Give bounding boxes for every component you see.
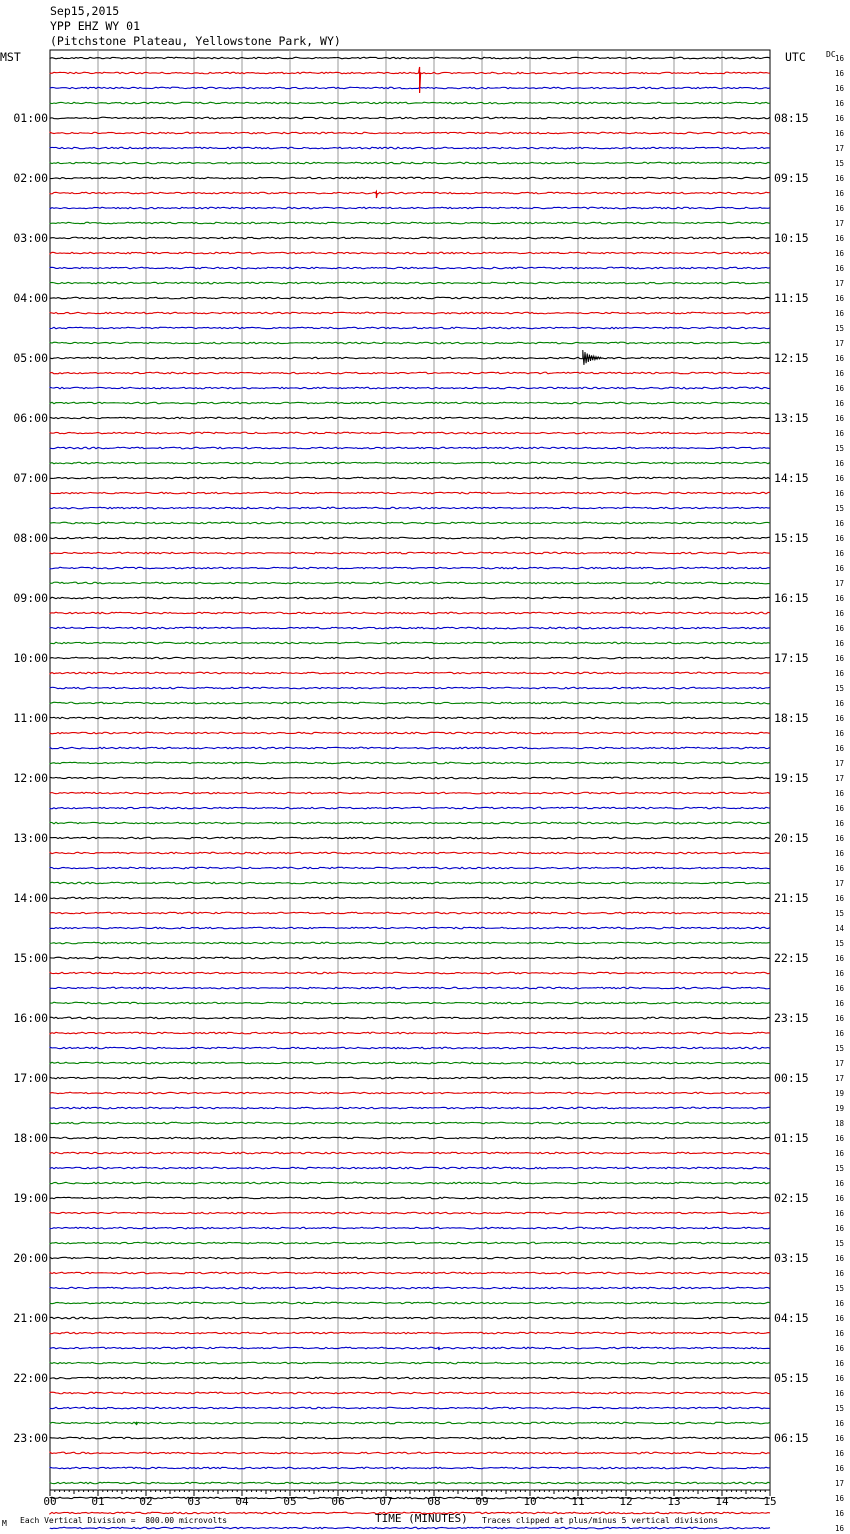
x-tick-label: 04 <box>235 1495 249 1508</box>
trace-row <box>50 1122 770 1124</box>
trace-row <box>50 1527 770 1529</box>
dc-offset-value: 16 <box>835 354 845 363</box>
trace-row <box>50 342 770 344</box>
dc-offset-value: 16 <box>835 1509 845 1518</box>
dc-offset-value: 16 <box>835 429 845 438</box>
dc-offset-value: 16 <box>835 609 845 618</box>
dc-offset-value: 16 <box>835 864 845 873</box>
trace-row <box>50 627 770 629</box>
trace-row <box>50 447 770 449</box>
hour-label-utc: 14:15 <box>774 471 809 485</box>
dc-offset-value: 16 <box>835 534 845 543</box>
trace-row <box>50 867 770 869</box>
hour-label-utc: 08:15 <box>774 111 809 125</box>
dc-offset-value: 17 <box>835 1479 845 1488</box>
dc-offset-value: 15 <box>835 684 845 693</box>
trace-row <box>50 1452 770 1454</box>
hour-label-mst: 18:00 <box>13 1131 48 1145</box>
trace-row <box>50 1227 770 1229</box>
dc-offset-value: 16 <box>835 294 845 303</box>
dc-offset-value: 16 <box>835 369 845 378</box>
trace-row <box>50 432 770 434</box>
trace-row <box>50 1197 770 1199</box>
dc-offset-value: 16 <box>835 1224 845 1233</box>
trace-row <box>50 1017 770 1019</box>
trace-row <box>50 777 770 779</box>
dc-offset-value: 16 <box>835 1254 845 1263</box>
trace-row <box>50 1407 770 1409</box>
trace-row <box>50 1272 770 1274</box>
dc-offset-value: 16 <box>835 99 845 108</box>
trace-row <box>50 1137 770 1139</box>
vertical-scale-note: Each Vertical Division = 800.00 microvolts <box>20 1516 228 1525</box>
trace-row <box>50 132 770 134</box>
trace-row <box>50 492 770 494</box>
dc-offset-value: 16 <box>835 834 845 843</box>
trace-row <box>50 357 770 359</box>
trace-row <box>50 567 770 569</box>
dc-offset-value: 19 <box>835 1089 845 1098</box>
x-tick-label: 14 <box>715 1495 729 1508</box>
trace-row <box>50 1167 770 1169</box>
trace-row <box>50 72 770 74</box>
dc-offset-value: 15 <box>835 324 845 333</box>
x-tick-label: 09 <box>475 1495 489 1508</box>
trace-row <box>50 1032 770 1034</box>
dc-offset-value: 16 <box>835 309 845 318</box>
dc-offset-value: 16 <box>835 1359 845 1368</box>
hour-label-mst: 13:00 <box>13 831 48 845</box>
dc-offset-value: 16 <box>835 1344 845 1353</box>
trace-row <box>50 1287 770 1289</box>
trace-row <box>50 582 770 584</box>
trace-row <box>50 282 770 284</box>
dc-offset-value: 16 <box>835 1209 845 1218</box>
dc-offset-value: 16 <box>835 969 845 978</box>
hour-label-mst: 17:00 <box>13 1071 48 1085</box>
trace-row <box>50 987 770 989</box>
station-code: YPP EHZ WY 01 <box>50 19 141 33</box>
dc-offset-value: 15 <box>835 1239 845 1248</box>
dc-offset-value: 16 <box>835 1299 845 1308</box>
dc-offset-value: 16 <box>835 789 845 798</box>
hour-label-utc: 17:15 <box>774 651 809 665</box>
trace-row <box>50 1377 770 1379</box>
trace-row <box>50 117 770 119</box>
trace-row <box>50 912 770 914</box>
dc-offset-value: 16 <box>835 414 845 423</box>
trace-row <box>50 1047 770 1049</box>
dc-offset-value: 18 <box>835 1119 845 1128</box>
x-tick-label: 05 <box>283 1495 297 1508</box>
trace-row <box>50 1467 770 1469</box>
trace-row <box>50 597 770 599</box>
trace-row <box>50 972 770 974</box>
dc-offset-value: 16 <box>835 849 845 858</box>
trace-row <box>50 1332 770 1334</box>
dc-offset-value: 16 <box>835 594 845 603</box>
hour-label-utc: 11:15 <box>774 291 809 305</box>
trace-row <box>50 237 770 239</box>
dc-offset-header: DC <box>826 50 836 59</box>
dc-offset-value: 16 <box>835 549 845 558</box>
hour-label-utc: 04:15 <box>774 1311 809 1325</box>
hour-label-mst: 22:00 <box>13 1371 48 1385</box>
dc-offset-value: 16 <box>835 1329 845 1338</box>
dc-offset-value: 16 <box>835 1149 845 1158</box>
dc-offset-value: 16 <box>835 84 845 93</box>
trace-row <box>50 297 770 299</box>
trace-row <box>50 642 770 644</box>
seismic-event-burst <box>583 350 602 365</box>
trace-row <box>50 177 770 179</box>
dc-offset-value: 16 <box>835 489 845 498</box>
hour-label-mst: 01:00 <box>13 111 48 125</box>
dc-offset-value: 16 <box>835 804 845 813</box>
hour-label-utc: 20:15 <box>774 831 809 845</box>
dc-offset-value: 16 <box>835 1464 845 1473</box>
trace-row <box>50 252 770 254</box>
hour-label-utc: 18:15 <box>774 711 809 725</box>
hour-label-utc: 03:15 <box>774 1251 809 1265</box>
dc-offset-value: 16 <box>835 459 845 468</box>
x-axis-label: TIME (MINUTES) <box>375 1512 468 1525</box>
trace-row <box>50 657 770 659</box>
dc-offset-value: 16 <box>835 699 845 708</box>
x-tick-label: 03 <box>187 1495 201 1508</box>
trace-row <box>50 1482 770 1484</box>
trace-row <box>50 402 770 404</box>
dc-offset-value: 16 <box>835 654 845 663</box>
clip-note: Traces clipped at plus/minus 5 vertical divisions <box>482 1516 719 1525</box>
hour-label-mst: 12:00 <box>13 771 48 785</box>
dc-offset-value: 16 <box>835 1449 845 1458</box>
hour-label-utc: 13:15 <box>774 411 809 425</box>
dc-offset-value: 16 <box>835 1194 845 1203</box>
trace-row <box>50 807 770 809</box>
hour-label-mst: 21:00 <box>13 1311 48 1325</box>
trace-row <box>50 1092 770 1094</box>
dc-offset-value: 16 <box>835 264 845 273</box>
right-timezone-label: UTC <box>785 50 806 64</box>
dc-offset-value: 16 <box>835 1134 845 1143</box>
x-tick-label: 06 <box>331 1495 345 1508</box>
trace-row <box>50 1317 770 1319</box>
dc-offset-value: 15 <box>835 1044 845 1053</box>
dc-offset-value: 15 <box>835 1404 845 1413</box>
hour-label-mst: 16:00 <box>13 1011 48 1025</box>
trace-row <box>50 87 770 89</box>
dc-offset-value: 17 <box>835 774 845 783</box>
hour-label-mst: 02:00 <box>13 171 48 185</box>
hour-label-mst: 15:00 <box>13 951 48 965</box>
trace-row <box>50 687 770 689</box>
trace-row <box>50 327 770 329</box>
trace-row <box>50 717 770 719</box>
trace-row <box>50 462 770 464</box>
hour-label-mst: 11:00 <box>13 711 48 725</box>
dc-offset-value: 16 <box>835 1269 845 1278</box>
trace-row <box>50 537 770 539</box>
trace-row <box>50 1347 770 1349</box>
trace-row <box>50 612 770 614</box>
dc-offset-value: 17 <box>835 279 845 288</box>
x-tick-label: 12 <box>619 1495 633 1508</box>
hour-label-utc: 05:15 <box>774 1371 809 1385</box>
dc-offset-value: 16 <box>835 1494 845 1503</box>
left-timezone-label: MST <box>0 50 21 64</box>
dc-offset-value: 14 <box>835 924 845 933</box>
trace-row <box>50 1002 770 1004</box>
trace-row <box>50 312 770 314</box>
trace-row <box>50 852 770 854</box>
hour-label-utc: 09:15 <box>774 171 809 185</box>
trace-row <box>50 1182 770 1184</box>
trace-row <box>50 702 770 704</box>
seismic-event-spike <box>438 1347 440 1350</box>
dc-offset-value: 16 <box>835 174 845 183</box>
dc-offset-value: 16 <box>835 129 845 138</box>
trace-row <box>50 1242 770 1244</box>
dc-offset-value: 16 <box>835 984 845 993</box>
dc-offset-value: 16 <box>835 54 845 63</box>
trace-row <box>50 1257 770 1259</box>
trace-row <box>50 732 770 734</box>
hour-label-utc: 21:15 <box>774 891 809 905</box>
trace-row <box>50 552 770 554</box>
dc-offset-value: 15 <box>835 504 845 513</box>
hour-label-mst: 23:00 <box>13 1431 48 1445</box>
trace-row <box>50 162 770 164</box>
trace-row <box>50 897 770 899</box>
trace-row <box>50 672 770 674</box>
dc-offset-value: 16 <box>835 1419 845 1428</box>
dc-offset-value: 16 <box>835 744 845 753</box>
dc-offset-value: 17 <box>835 144 845 153</box>
x-tick-label: 10 <box>523 1495 537 1508</box>
dc-offset-value: 16 <box>835 624 845 633</box>
hour-label-utc: 16:15 <box>774 591 809 605</box>
hour-label-mst: 03:00 <box>13 231 48 245</box>
seismic-event-spike <box>419 67 421 93</box>
trace-row <box>50 1107 770 1109</box>
dc-offset-value: 17 <box>835 579 845 588</box>
hour-label-utc: 19:15 <box>774 771 809 785</box>
dc-offset-value: 16 <box>835 189 845 198</box>
hour-label-utc: 06:15 <box>774 1431 809 1445</box>
hour-label-mst: 09:00 <box>13 591 48 605</box>
trace-row <box>50 417 770 419</box>
dc-offset-value: 16 <box>835 1389 845 1398</box>
seismic-event-spike <box>375 192 377 199</box>
x-tick-label: 13 <box>667 1495 681 1508</box>
hour-label-mst: 08:00 <box>13 531 48 545</box>
dc-offset-value: 16 <box>835 114 845 123</box>
dc-offset-value: 16 <box>835 249 845 258</box>
trace-row <box>50 387 770 389</box>
trace-row <box>50 1422 770 1424</box>
trace-row <box>50 762 770 764</box>
dc-offset-value: 16 <box>835 819 845 828</box>
trace-row <box>50 222 770 224</box>
hour-label-utc: 02:15 <box>774 1191 809 1205</box>
dc-offset-value: 16 <box>835 1524 845 1533</box>
x-tick-label: 02 <box>139 1495 153 1508</box>
hour-label-mst: 19:00 <box>13 1191 48 1205</box>
trace-row <box>50 1497 770 1499</box>
trace-row <box>50 207 770 209</box>
dc-offset-value: 16 <box>835 669 845 678</box>
dc-offset-value: 17 <box>835 1074 845 1083</box>
hour-label-mst: 06:00 <box>13 411 48 425</box>
trace-row <box>50 1302 770 1304</box>
hour-label-utc: 10:15 <box>774 231 809 245</box>
dc-offset-value: 16 <box>835 204 845 213</box>
trace-row <box>50 192 770 194</box>
trace-row <box>50 147 770 149</box>
dc-offset-value: 16 <box>835 894 845 903</box>
dc-offset-value: 16 <box>835 1374 845 1383</box>
dc-offset-value: 15 <box>835 909 845 918</box>
trace-row <box>50 1062 770 1064</box>
x-tick-label: 11 <box>571 1495 585 1508</box>
trace-row <box>50 882 770 884</box>
hour-label-utc: 00:15 <box>774 1071 809 1085</box>
trace-row <box>50 1437 770 1439</box>
dc-offset-value: 16 <box>835 399 845 408</box>
trace-row <box>50 1152 770 1154</box>
trace-row <box>50 942 770 944</box>
dc-offset-value: 17 <box>835 1059 845 1068</box>
plot-date: Sep15,2015 <box>50 4 120 18</box>
dc-offset-value: 17 <box>835 879 845 888</box>
x-tick-label: 01 <box>91 1495 105 1508</box>
trace-row <box>50 372 770 374</box>
hour-label-utc: 23:15 <box>774 1011 809 1025</box>
hour-label-mst: 10:00 <box>13 651 48 665</box>
x-tick-label: 08 <box>427 1495 441 1508</box>
trace-row <box>50 1392 770 1394</box>
trace-row <box>50 1077 770 1079</box>
trace-row <box>50 822 770 824</box>
trace-row <box>50 927 770 929</box>
station-location: (Pitchstone Plateau, Yellowstone Park, WY) <box>50 34 341 48</box>
trace-row <box>50 837 770 839</box>
dc-offset-value: 16 <box>835 1014 845 1023</box>
dc-offset-value: 16 <box>835 564 845 573</box>
x-tick-label: 15 <box>763 1495 777 1508</box>
dc-offset-value: 16 <box>835 1179 845 1188</box>
dc-offset-value: 17 <box>835 219 845 228</box>
dc-offset-value: 19 <box>835 1104 845 1113</box>
dc-offset-value: 15 <box>835 1164 845 1173</box>
trace-row <box>50 747 770 749</box>
dc-offset-value: 16 <box>835 1434 845 1443</box>
dc-offset-value: 16 <box>835 519 845 528</box>
dc-offset-value: 17 <box>835 759 845 768</box>
dc-offset-value: 16 <box>835 384 845 393</box>
hour-label-mst: 20:00 <box>13 1251 48 1265</box>
dc-offset-value: 16 <box>835 1029 845 1038</box>
dc-offset-value: 17 <box>835 339 845 348</box>
dc-offset-value: 16 <box>835 729 845 738</box>
x-tick-label: 00 <box>43 1495 57 1508</box>
hour-label-utc: 22:15 <box>774 951 809 965</box>
dc-offset-value: 16 <box>835 954 845 963</box>
trace-row <box>50 1212 770 1214</box>
trace-row <box>50 267 770 269</box>
hour-label-utc: 01:15 <box>774 1131 809 1145</box>
trace-row <box>50 792 770 794</box>
footer-left-mark: M <box>2 1519 7 1528</box>
hour-label-mst: 07:00 <box>13 471 48 485</box>
hour-label-mst: 14:00 <box>13 891 48 905</box>
dc-offset-value: 15 <box>835 444 845 453</box>
dc-offset-value: 16 <box>835 474 845 483</box>
trace-row <box>50 57 770 59</box>
trace-row <box>50 507 770 509</box>
x-tick-label: 07 <box>379 1495 393 1508</box>
trace-row <box>50 477 770 479</box>
trace-row <box>50 522 770 524</box>
dc-offset-value: 15 <box>835 1284 845 1293</box>
trace-row <box>50 957 770 959</box>
dc-offset-value: 15 <box>835 159 845 168</box>
dc-offset-value: 16 <box>835 999 845 1008</box>
hour-label-utc: 12:15 <box>774 351 809 365</box>
dc-offset-value: 15 <box>835 939 845 948</box>
dc-offset-value: 16 <box>835 1314 845 1323</box>
dc-offset-value: 16 <box>835 639 845 648</box>
hour-label-mst: 05:00 <box>13 351 48 365</box>
trace-row <box>50 102 770 104</box>
hour-label-utc: 15:15 <box>774 531 809 545</box>
hour-label-mst: 04:00 <box>13 291 48 305</box>
trace-row <box>50 1362 770 1364</box>
dc-offset-value: 16 <box>835 69 845 78</box>
dc-offset-value: 16 <box>835 234 845 243</box>
dc-offset-value: 16 <box>835 714 845 723</box>
